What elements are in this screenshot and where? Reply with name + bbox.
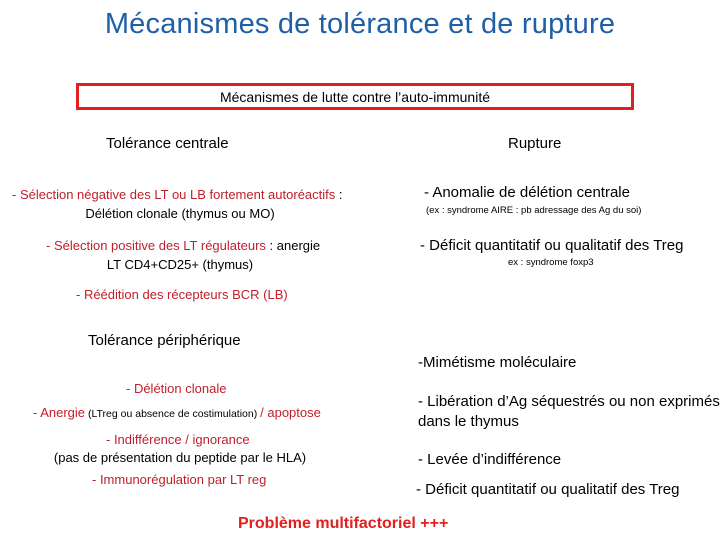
negative-selection-line	[12, 187, 343, 202]
immunoregulation-text: - Immunorégulation par LT reg	[92, 472, 267, 487]
central-deletion-anomaly: - Anomalie de délétion centrale	[424, 184, 630, 201]
clonal-deletion-text: Délétion clonale (thymus ou MO)	[85, 206, 275, 221]
rupture-heading: Rupture	[508, 135, 562, 152]
indifference-lifting: - Levée d’indifférence	[418, 451, 562, 468]
foxp3-example: ex : syndrome foxp3	[508, 257, 594, 268]
peripheral-tolerance-heading: Tolérance périphérique	[88, 332, 241, 349]
treg-deficit-2: - Déficit quantitatif ou qualitatif des Treg	[416, 481, 680, 498]
aire-syndrome-example: (ex : syndrome AIRE : pb adressage des Ag du soi)	[426, 205, 642, 216]
negative-selection-text: - Sélection négative des LT ou LB fortement autoréactifs	[12, 187, 336, 202]
anergy-line	[33, 405, 321, 420]
negative-selection-colon: :	[335, 187, 343, 202]
sequestered-ag-release-line2: dans le thymus	[418, 413, 519, 430]
multifactorial-problem: Problème multifactoriel +++	[238, 515, 449, 532]
page-title: Mécanismes de tolérance et de rupture	[104, 8, 616, 40]
positive-selection-anergie: : anergie	[265, 238, 321, 253]
bcr-reedition-text: - Réédition des récepteurs BCR (LB)	[76, 287, 288, 302]
subtitle-box: Mécanismes de lutte contre l’auto-immunité	[76, 83, 634, 110]
positive-selection-line	[46, 238, 320, 253]
central-tolerance-heading: Tolérance centrale	[106, 135, 229, 152]
molecular-mimicry: -Mimétisme moléculaire	[418, 354, 577, 371]
positive-selection-text: - Sélection positive des LT régulateurs	[46, 238, 266, 253]
apoptosis-text: / apoptose	[260, 405, 321, 420]
no-hla-presentation-text: (pas de présentation du peptide par le HLA)	[53, 450, 307, 465]
anergy-text: - Anergie	[33, 405, 86, 420]
indifference-text: - Indifférence / ignorance	[106, 432, 250, 447]
anergy-detail: (LTreg ou absence de costimulation)	[85, 408, 261, 420]
peripheral-clonal-deletion: - Délétion clonale	[126, 381, 227, 396]
sequestered-ag-release: - Libération d’Ag séquestrés ou non exprimés	[418, 393, 720, 410]
treg-deficit-1: - Déficit quantitatif ou qualitatif des Treg	[420, 237, 684, 254]
treg-thymus-text: LT CD4+CD25+ (thymus)	[106, 257, 254, 272]
